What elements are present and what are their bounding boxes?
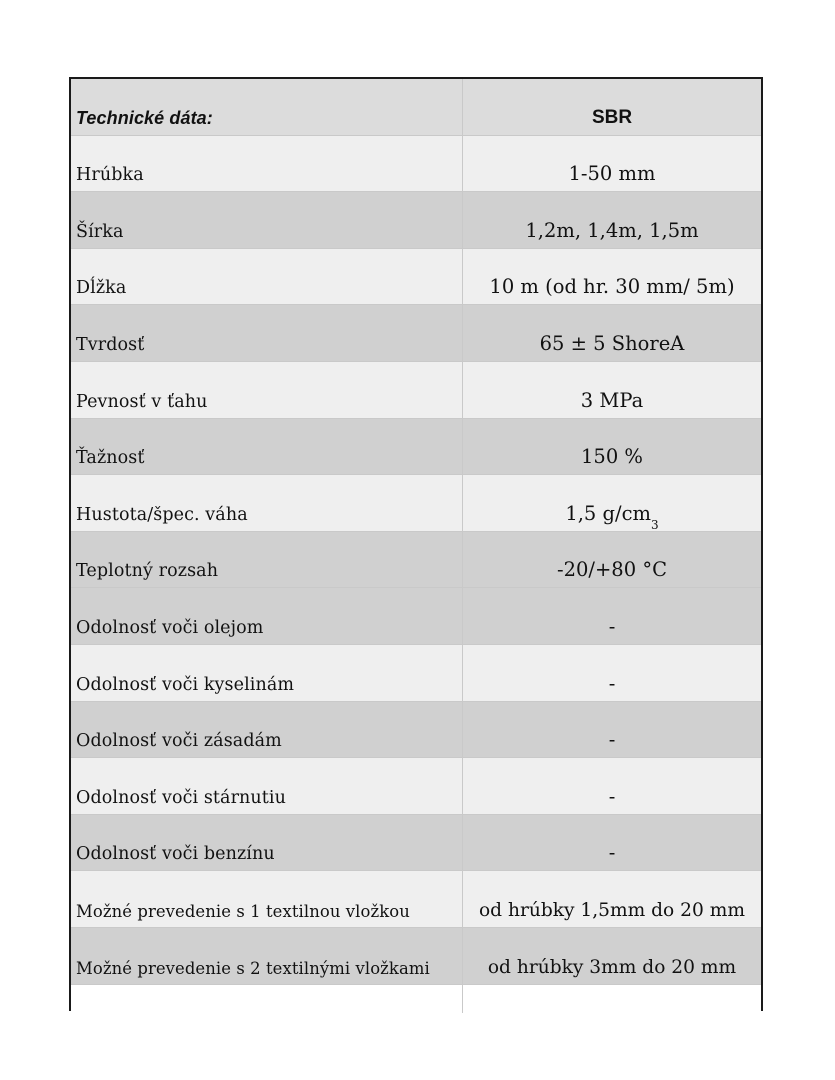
row-label-empty [71, 985, 463, 1013]
row-label: Dĺžka [71, 249, 463, 305]
row-value: 1-50 mm [568, 162, 656, 186]
table-row-density [71, 475, 761, 532]
row-label: Odolnosť voči benzínu [71, 815, 463, 871]
table-row-length [71, 249, 761, 306]
row-label: Ťažnosť [71, 419, 463, 475]
table-row-elongation [71, 419, 761, 476]
table-row-hardness [71, 305, 761, 362]
row-value: 3 MPa [580, 388, 644, 412]
table-row-one-textile-insert [71, 871, 761, 928]
row-value: 1,2m, 1,4m, 1,5m [525, 218, 699, 242]
row-value: 1,5 g/cm 3 [565, 501, 659, 531]
row-label: Možné prevedenie s 1 textilnou vložkou [71, 871, 463, 927]
table-row-two-textile-inserts [71, 928, 761, 985]
table-row-width [71, 192, 761, 249]
row-label: Možné prevedenie s 2 textilnými vložkami [71, 928, 463, 984]
row-value: - [608, 784, 616, 808]
row-label: Odolnosť voči kyselinám [71, 645, 463, 701]
density-value-text: 1,5 g/cm [565, 501, 652, 525]
row-value: 10 m (od hr. 30 mm/ 5m) [489, 275, 735, 299]
row-value: 150 % [581, 445, 643, 469]
table-header-row [71, 79, 761, 136]
row-label: Odolnosť voči stárnutiu [71, 758, 463, 814]
header-material: SBR [591, 106, 633, 128]
row-label: Tvrdosť [71, 305, 463, 361]
table-row-acid-resistance [71, 645, 761, 702]
table-row-petrol-resistance [71, 815, 761, 872]
row-value: 65 ± 5 ShoreA [539, 331, 685, 355]
header-label: Technické dáta: [71, 79, 463, 135]
row-value: -20/+80 °C [557, 558, 667, 582]
row-label: Teplotný rozsah [71, 532, 463, 588]
row-label: Hrúbka [71, 136, 463, 192]
row-label: Hustota/špec. váha [71, 475, 463, 531]
row-value: od hrúbky 1,5mm do 20 mm [478, 899, 745, 921]
row-label: Šírka [71, 192, 463, 248]
row-value: - [608, 614, 616, 638]
row-value: od hrúbky 3mm do 20 mm [487, 956, 737, 978]
row-value: - [608, 671, 616, 695]
row-value: - [608, 728, 616, 752]
row-label: Pevnosť v ťahu [71, 362, 463, 418]
table-row-aging-resistance [71, 758, 761, 815]
table-row-temperature-range [71, 532, 761, 589]
table-row-tensile-strength [71, 362, 761, 419]
table-row-empty [71, 985, 761, 1013]
row-value-empty [463, 985, 761, 1013]
row-label: Odolnosť voči zásadám [71, 702, 463, 758]
table-row-thickness [71, 136, 761, 193]
row-label: Odolnosť voči olejom [71, 588, 463, 644]
spec-table [69, 77, 763, 1011]
table-row-oil-resistance [71, 588, 761, 645]
table-row-alkali-resistance [71, 702, 761, 759]
row-value: - [608, 841, 616, 865]
